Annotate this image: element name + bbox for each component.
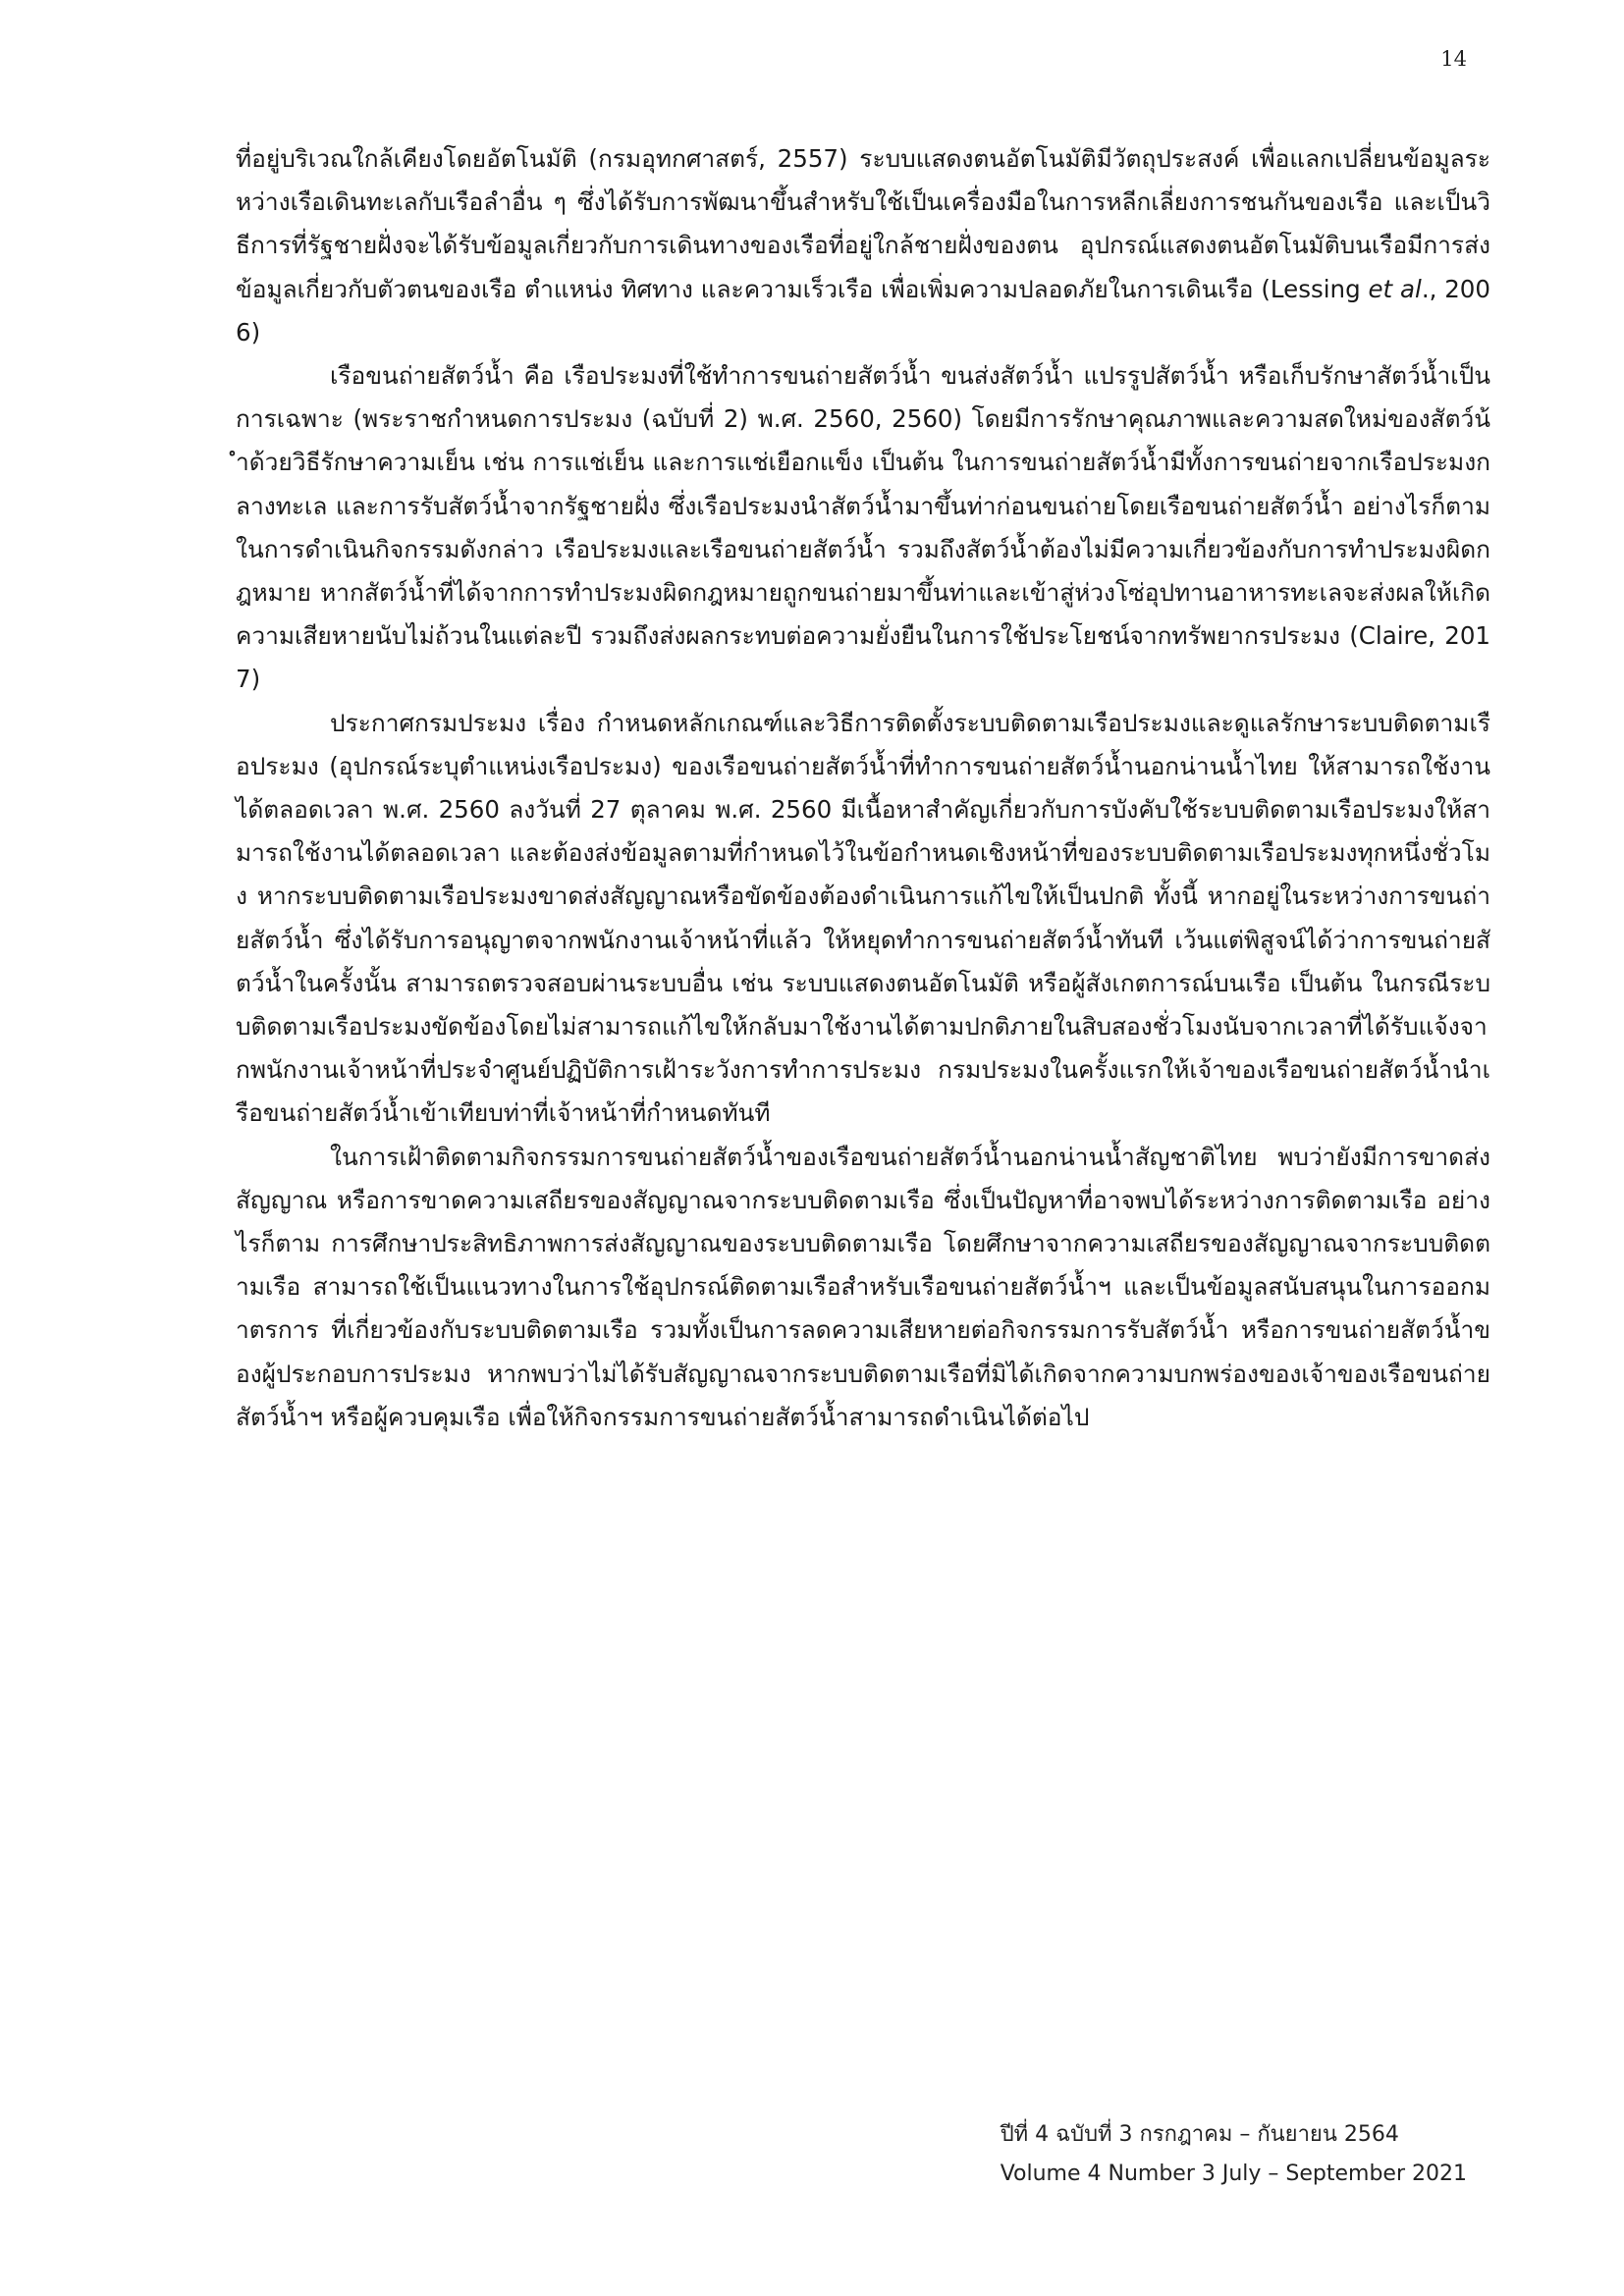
page-number: 14 bbox=[1440, 47, 1467, 71]
paragraph-ais-definition bbox=[236, 137, 1490, 354]
paragraph-dof-announcement: ประกาศกรมประมง เรื่อง กำหนดหลักเกณฑ์และวิธีการติดตั้งระบบติดตามเรือประมงและดูแลรักษาระบบติดตามเรือประมง (อุปกรณ์ระบุตำแหน่งเรือประมง) ของเรือขนถ่ายสัตว์น้ำที่ทำการขนถ่ายสัตว์น้ำนอกน่านน้ำไทย ให้สามารถใช้งานได้ตลอดเวลา พ.ศ. 2560 ลงวันที่ 27 ตุลาคม พ.ศ. 2560 มีเนื้อหาสำคัญเกี่ยวกับการบังคับใช้ระบบติดตามเรือประมงให้สามารถใช้งานได้ตลอดเวลา และต้องส่งข้อมูลตามที่กำหนดไว้ในข้อกำหนดเชิงหน้าที่ของระบบติดตามเรือประมงทุกหนึ่งชั่วโมง หากระบบติดตามเรือประมงขาดส่งสัญญาณหรือขัดข้องต้องดำเนินการแก้ไขให้เป็นปกติ ทั้งนี้ หากอยู่ในระหว่างการขนถ่ายสัตว์น้ำ ซึ่งได้รับการอนุญาตจากพนักงานเจ้าหน้าที่แล้ว ให้หยุดทำการขนถ่ายสัตว์น้ำทันที เว้นแต่พิสูจน์ได้ว่าการขนถ่ายสัตว์น้ำในครั้งนั้น สามารถตรวจสอบผ่านระบบอื่น เช่น ระบบแสดงตนอัตโนมัติ หรือผู้สังเกตการณ์บนเรือ เป็นต้น ในกรณีระบบติดตามเรือประมงขัดข้องโดยไม่สามารถแก้ไขให้กลับมาใช้งานได้ตามปกติภายในสิบสองชั่วโมงนับจากเวลาที่ได้รับแจ้งจากพนักงานเจ้าหน้าที่ประจำศูนย์ปฏิบัติการเฝ้าระวังการทำการประมง กรมประมงในครั้งแรกให้เจ้าของเรือขนถ่ายสัตว์น้ำนำเรือขนถ่ายสัตว์น้ำเข้าเทียบท่าที่เจ้าหน้าที่กำหนดทันที bbox=[236, 708, 1490, 1128]
paragraph-signal-monitoring: ในการเฝ้าติดตามกิจกรรมการขนถ่ายสัตว์น้ำของเรือขนถ่ายสัตว์น้ำนอกน่านน้ำสัญชาติไทย พบว่ายังมีการขาดส่งสัญญาณ หรือการขาดความเสถียรของสัญญาณจากระบบติดตามเรือ ซึ่งเป็นปัญหาที่อาจพบได้ระหว่างการติดตามเรือ อย่างไรก็ตาม การศึกษาประสิทธิภาพการส่งสัญญาณของระบบติดตามเรือ โดยศึกษาจากความเสถียรของสัญญาณจากระบบติดตามเรือ สามารถใช้เป็นแนวทางในการใช้อุปกรณ์ติดตามเรือสำหรับเรือขนถ่ายสัตว์น้ำฯ และเป็นข้อมูลสนับสนุนในการออกมาตรการ ที่เกี่ยวข้องกับระบบติดตามเรือ รวมทั้งเป็นการลดความเสียหายต่อกิจกรรมการรับสัตว์น้ำ หรือการขนถ่ายสัตว์น้ำของผู้ประกอบการประมง หากพบว่าไม่ได้รับสัญญาณจากระบบติดตามเรือที่มิได้เกิดจากความบกพร่องของเจ้าของเรือขนถ่ายสัตว์น้ำฯ หรือผู้ควบคุมเรือ เพื่อให้กิจกรรมการขนถ่ายสัตว์น้ำสามารถดำเนินได้ต่อไป bbox=[236, 1142, 1490, 1431]
paragraph-text: ที่อยู่บริเวณใกล้เคียงโดยอัตโนมัติ (กรมอุทกศาสตร์, 2557) ระบบแสดงตนอัตโนมัติมีวัตถุประสงค์ เพื่อแลกเปลี่ยนข้อมูลระหว่างเรือเดินทะเลกับเรือลำอื่น ๆ ซึ่งได้รับการพัฒนาขึ้นสำหรับใช้เป็นเครื่องมือในการหลีกเลี่ยงการชนกันของเรือ และเป็นวิธีการที่รัฐชายฝั่งจะได้รับข้อมูลเกี่ยวกับการเดินทางของเรือที่อยู่ใกล้ชายฝั่งของตน อุปกรณ์แสดงตนอัตโนมัติบนเรือมีการส่งข้อมูลเกี่ยวกับตัวตนของเรือ ตำแหน่ง ทิศทาง และความเร็วเรือ เพื่อเพิ่มความปลอดภัยในการเดินเรือ (Lessing bbox=[236, 144, 1490, 303]
italic-citation-term: et al bbox=[1368, 274, 1422, 303]
footer-issue-english: Volume 4 Number 3 July – September 2021 bbox=[1000, 2162, 1467, 2186]
body-text bbox=[236, 137, 1490, 1439]
paragraph-text-end: ., 2006) bbox=[236, 274, 1490, 347]
journal-footer bbox=[1001, 2115, 1467, 2194]
footer-issue-thai: ปีที่ 4 ฉบับที่ 3 กรกฎาคม – กันยายน 2564 bbox=[1000, 2122, 1399, 2147]
paragraph-transshipment-vessel: เรือขนถ่ายสัตว์น้ำ คือ เรือประมงที่ใช้ทำการขนถ่ายสัตว์น้ำ ขนส่งสัตว์น้ำ แปรรูปสัตว์น้ำ หรือเก็บรักษาสัตว์น้ำเป็นการเฉพาะ (พระราชกำหนดการประมง (ฉบับที่ 2) พ.ศ. 2560, 2560) โดยมีการรักษาคุณภาพและความสดใหม่ของสัตว์น้ำด้วยวิธีรักษาความเย็น เช่น การแช่เย็น และการแช่เยือกแข็ง เป็นต้น ในการขนถ่ายสัตว์น้ำมีทั้งการขนถ่ายจากเรือประมงกลางทะเล และการรับสัตว์น้ำจากรัฐชายฝั่ง ซึ่งเรือประมงนำสัตว์น้ำมาขึ้นท่าก่อนขนถ่ายโดยเรือขนถ่ายสัตว์น้ำ อย่างไรก็ตาม ในการดำเนินกิจกรรมดังกล่าว เรือประมงและเรือขนถ่ายสัตว์น้ำ รวมถึงสัตว์น้ำต้องไม่มีความเกี่ยวข้องกับการทำประมงผิดกฎหมาย หากสัตว์น้ำที่ได้จากการทำประมงผิดกฎหมายถูกขนถ่ายมาขึ้นท่าและเข้าสู่ห่วงโซ่อุปทานอาหารทะเลจะส่งผลให้เกิดความเสียหายนับไม่ถ้วนในแต่ละปี รวมถึงส่งผลกระทบต่อความยั่งยืนในการใช้ประโยชน์จากทรัพยากรประมง (Claire, 2017) bbox=[236, 361, 1490, 694]
